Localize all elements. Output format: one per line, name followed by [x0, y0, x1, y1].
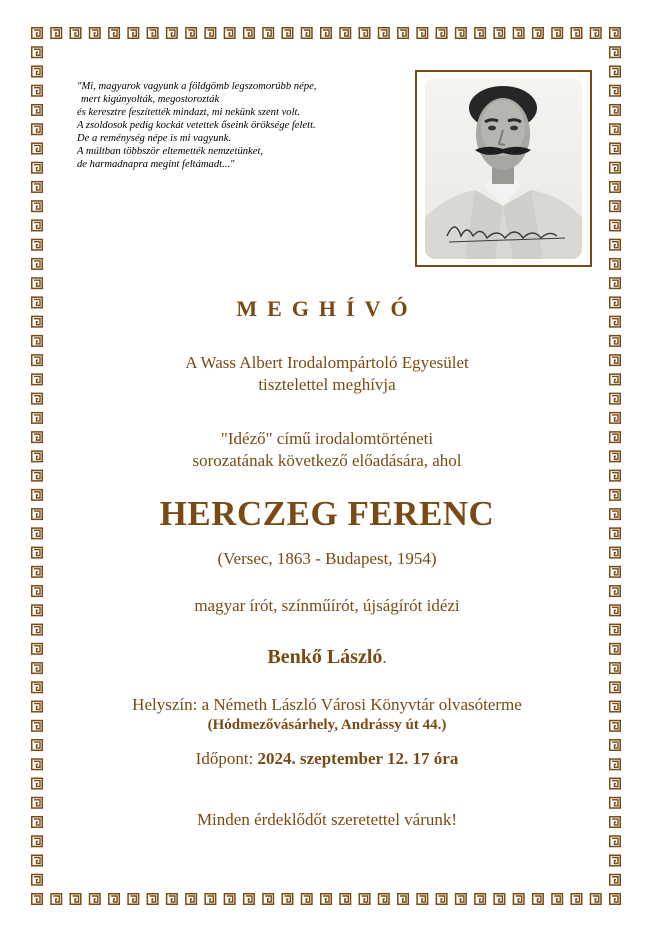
border-tile	[610, 66, 621, 77]
border-tile	[32, 28, 43, 39]
subject-name: HERCZEG FERENC	[159, 494, 495, 533]
border-tile	[32, 682, 43, 693]
border-tile	[263, 28, 274, 39]
border-tile	[475, 894, 486, 905]
border-tile	[128, 894, 139, 905]
border-tile	[90, 894, 101, 905]
portrait-frame	[415, 70, 592, 267]
border-tile	[32, 220, 43, 231]
border-tile	[610, 162, 621, 173]
series-line-2: sorozatának következő előadására, ahol	[192, 451, 462, 470]
border-tile	[32, 875, 43, 886]
border-tile	[32, 836, 43, 847]
border-tile	[51, 894, 62, 905]
border-tile	[32, 894, 43, 905]
border-tile	[590, 894, 601, 905]
border-tile	[610, 894, 621, 905]
time-label: Időpont:	[195, 749, 258, 768]
speaker-line	[0, 644, 654, 672]
border-tile	[590, 28, 601, 39]
subject-dates: (Versec, 1863 - Budapest, 1954)	[217, 549, 437, 568]
border-tile	[32, 66, 43, 77]
quote-line: A múltban többször eltemették nemzetünket,	[77, 146, 264, 157]
border-tile	[436, 894, 447, 905]
border-tile	[552, 894, 563, 905]
border-tile	[282, 28, 293, 39]
border-tile	[379, 28, 390, 39]
border-tile	[205, 28, 216, 39]
border-tile	[32, 124, 43, 135]
closing-line: Minden érdeklődőt szeretettel várunk!	[196, 810, 458, 829]
border-tile	[456, 28, 467, 39]
border-tile	[610, 85, 621, 96]
series-line-1: "Idéző" című irodalomtörténeti	[220, 429, 434, 448]
portrait-photo	[425, 78, 582, 259]
border-tile	[359, 28, 370, 39]
border-tile	[398, 28, 409, 39]
border-tile	[610, 875, 621, 886]
border-tile	[32, 47, 43, 58]
border-tile	[610, 798, 621, 809]
border-tile	[610, 182, 621, 193]
border-tile	[610, 855, 621, 866]
border-tile	[533, 894, 544, 905]
border-tile	[90, 28, 101, 39]
venue-label: Helyszín: a Németh László Városi Könyvtár olvasóterme	[132, 695, 522, 714]
border-tile	[610, 201, 621, 212]
border-tile	[205, 894, 216, 905]
border-tile	[147, 894, 158, 905]
border-tile	[610, 336, 621, 347]
border-tile	[610, 278, 621, 289]
border-tile	[32, 162, 43, 173]
border-tile	[32, 105, 43, 116]
border-tile	[513, 894, 524, 905]
speaker-name: Benkő László	[267, 646, 383, 668]
border-tile	[359, 894, 370, 905]
border-tile	[610, 682, 621, 693]
border-tile	[32, 259, 43, 270]
border-tile	[417, 28, 428, 39]
border-tile	[610, 836, 621, 847]
portrait-illustration	[425, 78, 582, 259]
border-tile	[167, 894, 178, 905]
border-tile	[571, 894, 582, 905]
border-tile	[32, 201, 43, 212]
border-tile	[186, 28, 197, 39]
time-value: 2024. szeptember 12. 17 óra	[257, 749, 459, 768]
border-tile	[301, 28, 312, 39]
border-tile	[70, 894, 81, 905]
border-tile	[475, 28, 486, 39]
border-tile	[32, 413, 43, 424]
quote-line: és keresztre feszítették mindazt, mi nekünk szent volt.	[77, 107, 301, 118]
speaker-suffix: .	[382, 648, 387, 667]
border-tile	[147, 28, 158, 39]
border-tile	[109, 894, 120, 905]
border-tile	[379, 894, 390, 905]
border-tile	[417, 894, 428, 905]
host-line-2: tisztelettel meghívja	[258, 375, 396, 394]
border-tile	[301, 894, 312, 905]
quote-line: mert kigúnyolták, megostorozták	[81, 94, 220, 105]
border-tile	[513, 28, 524, 39]
border-tile	[32, 624, 43, 635]
border-tile	[340, 28, 351, 39]
border-tile	[494, 28, 505, 39]
border-tile	[533, 28, 544, 39]
host-line-1: A Wass Albert Irodalompártoló Egyesület	[185, 353, 469, 372]
border-tile	[32, 182, 43, 193]
border-tile	[610, 624, 621, 635]
border-tile	[167, 28, 178, 39]
border-tile	[571, 28, 582, 39]
quote-line: de harmadnapra megint feltámadt..."	[77, 159, 235, 170]
border-tile	[398, 894, 409, 905]
border-tile	[128, 28, 139, 39]
border-tile	[244, 28, 255, 39]
border-tile	[70, 28, 81, 39]
quote-line: "Mi, magyarok vagyunk a földgömb legszomorúbb népe,	[77, 81, 317, 92]
border-tile	[186, 894, 197, 905]
border-tile	[340, 894, 351, 905]
border-tile	[610, 28, 621, 39]
border-tile	[610, 105, 621, 116]
border-tile	[610, 220, 621, 231]
border-tile	[224, 28, 235, 39]
quote-line: A zsoldosok pedig kockát vetettek őseink öröksége felett.	[77, 120, 316, 131]
subject-description: magyar írót, színműírót, újságírót idézi	[194, 596, 460, 615]
border-tile	[51, 28, 62, 39]
border-tile	[494, 894, 505, 905]
border-tile	[552, 28, 563, 39]
quote-line: De a reménység népe is mi vagyunk.	[77, 133, 232, 144]
border-tile	[610, 413, 621, 424]
border-tile	[32, 855, 43, 866]
border-tile	[109, 28, 120, 39]
border-tile	[610, 239, 621, 250]
border-tile	[32, 143, 43, 154]
invitation-title: MEGHÍVÓ	[236, 296, 418, 321]
border-tile	[32, 778, 43, 789]
border-tile	[610, 143, 621, 154]
time-line	[0, 748, 654, 771]
venue-address: (Hódmezővásárhely, Andrássy út 44.)	[207, 717, 447, 733]
opening-quote	[77, 80, 407, 171]
border-tile	[456, 894, 467, 905]
border-tile	[282, 894, 293, 905]
border-tile	[32, 239, 43, 250]
border-tile	[263, 894, 274, 905]
border-tile	[321, 28, 332, 39]
border-tile	[610, 47, 621, 58]
border-tile	[224, 894, 235, 905]
border-tile	[32, 798, 43, 809]
border-tile	[610, 778, 621, 789]
border-tile	[610, 124, 621, 135]
border-tile	[610, 259, 621, 270]
border-tile	[32, 278, 43, 289]
border-tile	[32, 336, 43, 347]
border-tile	[32, 85, 43, 96]
border-tile	[244, 894, 255, 905]
border-tile	[321, 894, 332, 905]
border-tile	[436, 28, 447, 39]
